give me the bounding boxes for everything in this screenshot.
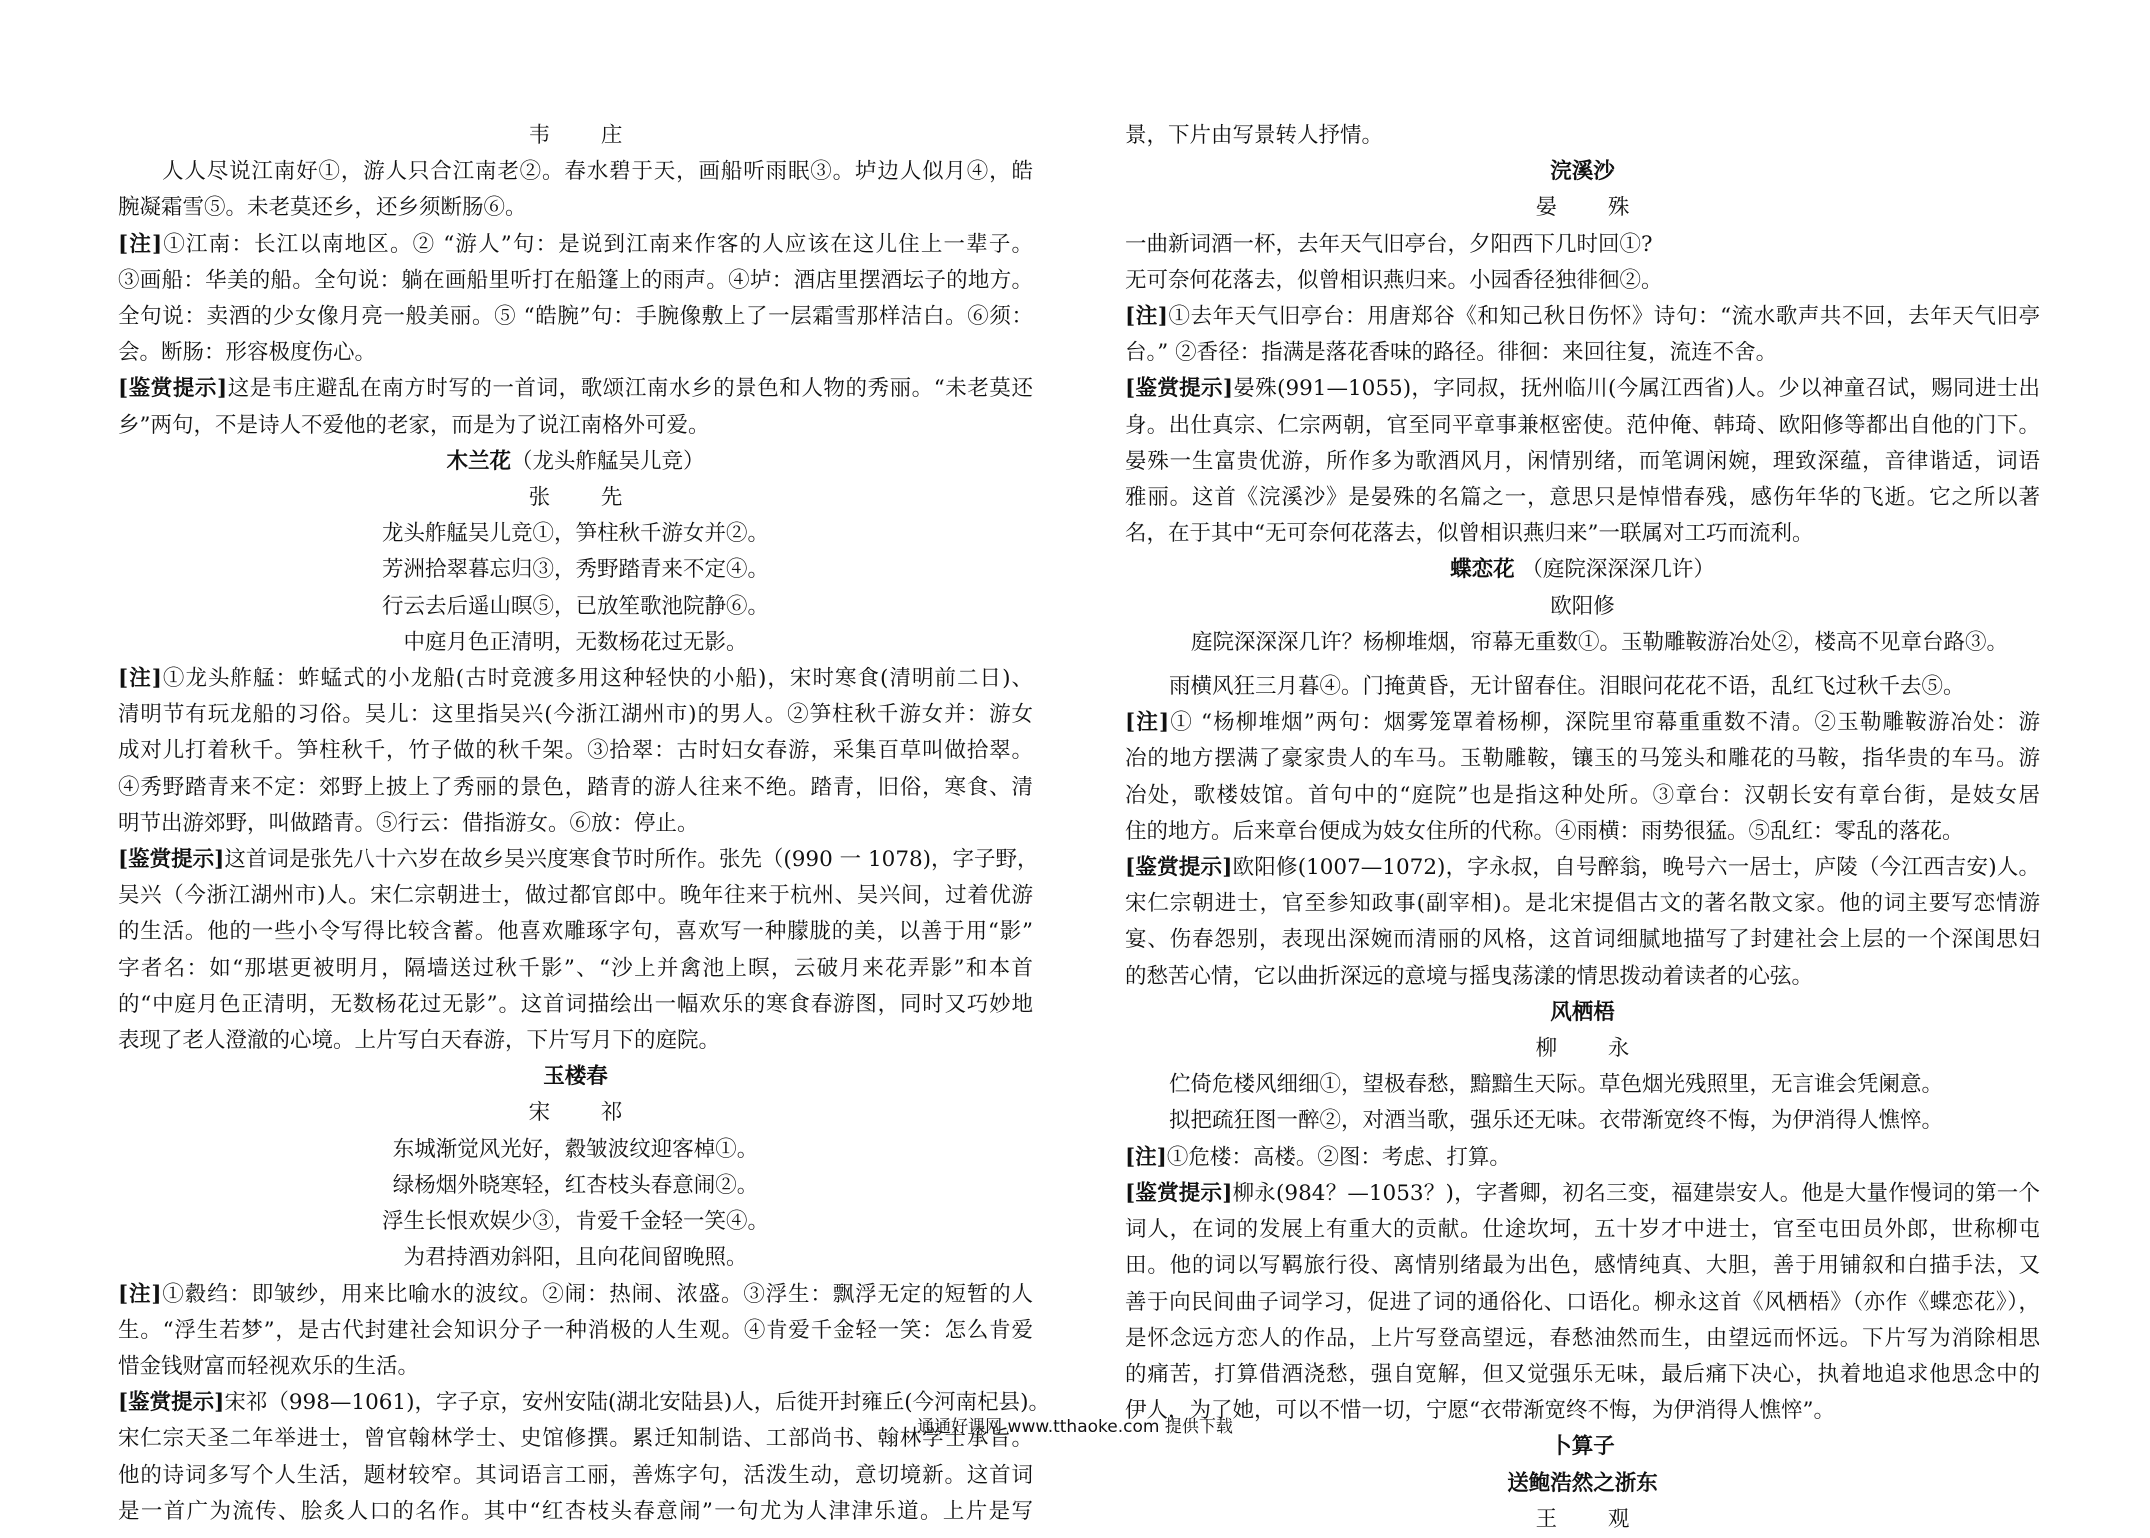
poem-title	[1125, 154, 2040, 190]
line-text: 善于向民间曲子词学习，促进了词的通俗化、口语化。柳永这首《风栖梧》（亦作《蝶恋花》），	[1125, 1289, 2040, 1315]
line-text: 王 观	[1535, 1506, 1652, 1532]
notes-label: [注]	[118, 666, 162, 692]
text-line	[118, 1240, 1033, 1276]
line-text: 冶的地方摆满了豪家贵人的车马。玉勒雕鞍，镶玉的马笼头和雕花的马鞍，指华贵的车马。游	[1125, 746, 2040, 772]
appreciation-label: [鉴赏提示]	[118, 847, 225, 873]
annotation-line	[118, 1277, 1033, 1313]
right-column	[1125, 118, 2040, 1538]
line-text: 晏殊一生富贵优游，所作多为歌酒风月，闲情别绪，而笔调闲婉，理致深蕴，音律谐适，词语	[1125, 448, 2040, 474]
line-text: 惜金钱财富而轻视欢乐的生活。	[118, 1353, 420, 1379]
line-text: 绿杨烟外晓寒轻，红杏枝头春意闹②。	[392, 1172, 759, 1198]
line-text: 雨横风狂三月暮④。门掩黄昏，无计留春住。泪眼问花花不语，乱红飞过秋千去⑤。	[1169, 674, 1965, 700]
line-text: ①江南：长江以南地区。② “游人”句：是说到江南来作客的人应该在这儿住上一辈子。	[162, 231, 1033, 257]
line-text: 为君持酒劝斜阳，且向花间留晚照。	[403, 1245, 748, 1271]
text-line	[118, 806, 1033, 842]
line-text: 冶处，歌楼妓馆。首句中的“庭院”也是指这种处所。③章台：汉朝长安有章台街，是妓女居	[1125, 782, 2040, 808]
line-text: 欧阳修(1007—1072)，字永叔，自号醉翁，晚号六一居士，庐陵（今江西吉安)人。	[1232, 855, 2040, 881]
line-text: ①危楼：高楼。②图：考虑、打算。	[1166, 1144, 1511, 1170]
text-line	[1125, 480, 2040, 516]
text-line	[1125, 741, 2040, 777]
line-text: 词人，在词的发展上有重大的贡献。仕途坎坷，五十岁才中进士，官至屯田员外郎，世称柳屯	[1125, 1217, 2040, 1243]
text-line	[118, 733, 1033, 769]
annotation-line	[1125, 850, 2040, 886]
line-text: 拟把疏狂图一醉②，对酒当歌，强乐还无味。衣带渐宽终不悔，为伊消得人憔悴。	[1169, 1108, 1944, 1134]
line-text: 晏殊(991—1055)，字同叔，抚州临川(今属江西省)人。少以神童召试，赐同进士出	[1233, 376, 2040, 402]
annotation-line	[118, 371, 1033, 407]
line-text: ③画船：华美的船。全句说：躺在画船里听打在船篷上的雨声。④垆：酒店里摆酒坛子的地方。	[118, 267, 1033, 293]
line-text: 宋 祁	[528, 1100, 645, 1126]
text-line	[1125, 118, 2040, 154]
text-line	[118, 987, 1033, 1023]
text-line	[1125, 669, 2040, 705]
poem-subtitle: （龙头舴艋吴儿竞）	[511, 448, 705, 474]
annotation-line	[118, 227, 1033, 263]
line-text: 这是韦庄避乱在南方时写的一首词，歌颂江南水乡的景色和人物的秀丽。“未老莫还	[227, 376, 1033, 402]
text-line	[1125, 335, 2040, 371]
line-text: 欧阳修	[1550, 593, 1615, 619]
poem-author	[118, 480, 1033, 516]
left-column	[118, 118, 1051, 1530]
poem-title	[118, 444, 1033, 480]
line-text: 龙头舴艋吴儿竞①，笋柱秋千游女并②。	[381, 521, 769, 547]
annotation-line	[1125, 299, 2040, 335]
poem-author	[1125, 1031, 2040, 1067]
line-text: 张 先	[528, 485, 645, 511]
poem-title	[1125, 1466, 2040, 1502]
line-text: 中庭月色正清明，无数杨花过无影。	[403, 629, 748, 655]
text-line	[1125, 814, 2040, 850]
text-line	[1125, 516, 2040, 552]
text-line	[118, 263, 1033, 299]
notes-label: [注]	[1125, 304, 1168, 330]
line-text: 伫倚危楼风细细①，望极春愁，黯黯生天际。草色烟光残照里，无言谁会凭阑意。	[1169, 1072, 1944, 1098]
annotation-line	[1125, 705, 2040, 741]
line-text: 生。“浮生若梦”，是古代封建社会知识分子一种消极的人生观。④肯爱千金轻一笑：怎么肯爱	[118, 1317, 1033, 1343]
appreciation-label: [鉴赏提示]	[118, 376, 228, 402]
line-text: ④秀野踏青来不定：郊野上披上了秀丽的景色，踏青的游人往来不绝。踏青，旧俗，寒食、清	[118, 774, 1033, 800]
line-text: 韦 庄	[528, 123, 645, 148]
text-line	[1125, 1212, 2040, 1248]
text-line	[118, 299, 1033, 335]
text-line	[1125, 886, 2040, 922]
text-line	[118, 625, 1033, 661]
text-line	[118, 154, 1033, 190]
poem-title-text: 玉楼春	[543, 1064, 608, 1090]
line-text: 是怀念远方恋人的作品，上片写登高望远，春愁油然而生，由望远而怀远。下片写为消除相思	[1125, 1325, 2040, 1351]
line-text: 雅丽。这首《浣溪沙》是晏殊的名篇之一，意思只是悼惜春残，感伤年华的飞逝。它之所以著	[1125, 485, 2040, 511]
appreciation-label: [鉴赏提示]	[1125, 1180, 1233, 1206]
annotation-line	[118, 842, 1039, 878]
text-line	[1125, 1248, 2040, 1284]
line-text: 芳洲拾翠暮忘归③，秀野踏青来不定④。	[381, 557, 769, 583]
line-text: 住的地方。后来章台便成为妓女住所的代称。④雨横：雨势很猛。⑤乱红：零乱的落花。	[1125, 818, 1964, 844]
text-line	[118, 1349, 1033, 1385]
text-line	[1125, 1321, 2040, 1357]
line-text: ①縠绉：即皱纱，用来比喻水的波纹。②闹：热闹、浓盛。③浮生：飘浮无定的短暂的人	[161, 1281, 1033, 1307]
text-line	[118, 697, 1033, 733]
line-text: 乡”两句，不是诗人不爱他的老家，而是为了说江南格外可爱。	[118, 412, 710, 438]
line-text: 全句说：卖酒的少女像月亮一般美丽。⑤ “皓腕”句：手腕像敷上了一层霜雪那样洁白。⑥须：	[118, 304, 1033, 330]
text-line	[1125, 589, 2040, 625]
line-text: 庭院深深深几许？杨柳堆烟，帘幕无重数①。玉勒雕鞍游冶处②，楼高不见章台路③。	[1191, 629, 2009, 655]
text-line	[118, 408, 1033, 444]
line-text: 的生活。他的一些小令写得比较含蓄。他喜欢雕琢字句，喜欢写一种朦胧的美，以善于用“影”	[118, 919, 1033, 945]
text-line	[1125, 625, 2040, 661]
poem-author	[118, 1095, 1033, 1131]
line-text: 行云去后遥山暝⑤，已放笙歌池院静⑥。	[381, 593, 769, 619]
poem-title	[1125, 552, 2040, 588]
text-line	[1125, 1067, 2040, 1103]
line-text: 晏 殊	[1535, 195, 1652, 221]
line-text: 字者名：如“那堪更被明月，隔墙送过秋千影”、“沙上并禽池上暝，云破月来花弄影”和本首	[118, 955, 1033, 981]
text-line	[1125, 227, 2040, 263]
text-line	[1125, 444, 2040, 480]
line-text: 无可奈何花落去，似曾相识燕归来。小园香径独徘徊②。	[1125, 267, 1663, 293]
text-line	[1125, 263, 2040, 299]
text-line	[1125, 959, 2040, 995]
line-text: 宋祁（998—1061)，字子京，安州安陆(湖北安陆县)人，后徙开封雍丘(今河南杞县)。	[224, 1390, 1051, 1416]
appreciation-label: [鉴赏提示]	[1125, 376, 1234, 402]
text-line	[118, 1494, 1033, 1530]
text-line	[118, 770, 1033, 806]
line-text: 成对儿打着秋千。笋柱秋千，竹子做的秋千架。③拾翠：古时妇女春游，采集百草叫做拾翠。	[118, 738, 1033, 764]
poem-author	[1125, 190, 2040, 226]
line-text: 浮生长恨欢娱少③，肯爱千金轻一笑④。	[381, 1209, 769, 1235]
text-line	[1125, 1357, 2040, 1393]
poem-subtitle: （庭院深深深几许）	[1514, 557, 1715, 583]
text-line	[1125, 1285, 2040, 1321]
text-line	[1125, 922, 2040, 958]
appreciation-label: [鉴赏提示]	[1125, 855, 1233, 881]
line-text: 名，在于其中“无可奈何花落去，似曾相识燕归来”一联属对工巧而流利。	[1125, 521, 1814, 547]
text-line	[118, 1204, 1033, 1240]
text-line	[118, 914, 1033, 950]
line-text: 的“中庭月色正清明，无数杨花过无影”。这首词描绘出一幅欢乐的寒食春游图，同时又巧妙地	[118, 991, 1033, 1017]
line-text: 吴兴（今浙江湖州市)人。宋仁宗朝进士，做过都官郎中。晚年往来于杭州、吴兴间，过着优游	[118, 883, 1033, 909]
line-text: 会。断肠：形容极度伤心。	[118, 340, 377, 366]
page-footer: 通通好课网 www.tthaoke.com 提供下载	[917, 1417, 1233, 1437]
text-line	[118, 878, 1033, 914]
line-text: 的痛苦，打算借酒浇愁，强自宽解，但又觉强乐无味，最后痛下决心，执着地追求他思念中的	[1125, 1361, 2040, 1387]
annotation-line	[1125, 1140, 2040, 1176]
text-line	[118, 951, 1033, 987]
poem-title	[1125, 995, 2040, 1031]
poem-title	[118, 1059, 1033, 1095]
line-text: 清明节有玩龙船的习俗。吴儿：这里指吴兴(今浙江湖州市)的男人。②笋柱秋千游女并：游女	[118, 702, 1033, 728]
poem-title-text: 木兰花	[446, 448, 511, 474]
text-line	[118, 516, 1033, 552]
annotation-line	[1125, 1176, 2040, 1212]
line-text: 宋仁宗天圣二年举进士，曾官翰林学士、史馆修撰。累迁知制诰、工部尚书、翰林学士承旨。	[118, 1426, 1033, 1452]
text-line	[1125, 778, 2040, 814]
text-line	[118, 552, 1033, 588]
annotation-line	[1125, 371, 2040, 407]
line-text: 身。出仕真宗、仁宗两朝，官至同平章事兼枢密使。范仲俺、韩琦、欧阳修等都出自他的门下。	[1125, 412, 2040, 438]
line-text: ① “杨柳堆烟”两句：烟雾笼罩着杨柳，深院里帘幕重重数不清。②玉勒雕鞍游冶处：游	[1169, 710, 2040, 736]
line-text: 伊人，为了她，可以不惜一切，宁愿“衣带渐宽终不悔，为伊消得人憔悴”。	[1125, 1398, 1835, 1424]
line-text: 宋仁宗朝进士，官至参知政事(副宰相)。是北宋提倡古文的著名散文家。他的词主要写恋情游	[1125, 891, 2040, 917]
line-text: 东城渐觉风光好，縠皱波纹迎客棹①。	[392, 1136, 759, 1162]
text-line	[118, 1023, 1033, 1059]
line-text: 一曲新词酒一杯，去年天气旧亭台，夕阳西下几时回①?	[1125, 231, 1653, 257]
line-text: 柳永(984？—1053？)，字耆卿，初名三变，福建崇安人。他是大量作慢词的第一个	[1232, 1180, 2040, 1206]
spacer	[1125, 661, 2040, 669]
notes-label: [注]	[1125, 710, 1170, 736]
line-text: 台。” ②香径：指满是落花香味的路径。徘徊：来回往复，流连不舍。	[1125, 340, 1778, 366]
line-text: 腕凝霜雪⑤。未老莫还乡，还乡须断肠⑥。	[118, 195, 527, 221]
line-text: 他的诗词多写个人生活，题材较窄。其词语言工丽，善炼字句，活泼生动，意切境新。这首词	[118, 1462, 1033, 1488]
line-text: 田。他的词以写羁旅行役、离情别绪最为出色，感情纯真、大胆，善于用铺叙和白描手法，又	[1125, 1253, 2040, 1279]
text-line	[1125, 408, 2040, 444]
poem-title-text: 卜算子	[1550, 1434, 1615, 1460]
line-text: ①龙头舴艋：蚱蜢式的小龙船(古时竞渡多用这种轻快的小船)，宋时寒食(清明前二日)、	[161, 666, 1033, 692]
annotation-line	[118, 661, 1033, 697]
line-text: 柳 永	[1535, 1036, 1652, 1062]
text-line	[118, 589, 1033, 625]
appreciation-label: [鉴赏提示]	[118, 1390, 225, 1416]
line-text: ①去年天气旧亭台：用唐郑谷《和知己秋日伤怀》诗句：“流水歌声共不回，去年天气旧亭	[1167, 304, 2040, 330]
line-text: 这首词是张先八十六岁在故乡吴兴度寒食节时所作。张先（(990 一 1078)，字子野，	[224, 847, 1039, 873]
poem-author	[1125, 1502, 2040, 1538]
poem-title-text: 蝶恋花	[1450, 557, 1515, 583]
notes-label: [注]	[1125, 1144, 1167, 1170]
line-text: 明节出游郊野，叫做踏青。⑤行云：借指游女。⑥放：停止。	[118, 810, 699, 836]
notes-label: [注]	[118, 1281, 162, 1307]
poem-title-text: 风栖梧	[1550, 999, 1615, 1025]
poem-title-text: 浣溪沙	[1550, 159, 1615, 185]
text-line	[118, 1132, 1033, 1168]
poem-author	[118, 118, 1033, 154]
text-line	[118, 1313, 1033, 1349]
line-text: 宴、伤春怨别，表现出深婉而清丽的风格，这首词细腻地描写了封建社会上层的一个深闺思妇	[1125, 927, 2040, 953]
line-text: 是一首广为流传、脍炙人口的名作。其中“红杏枝头春意闹”一句尤为人津津乐道。上片是写	[118, 1498, 1033, 1524]
poem-title-text: 送鲍浩然之浙东	[1507, 1470, 1658, 1496]
text-line	[118, 190, 1033, 226]
line-text: 表现了老人澄澈的心境。上片写白天春游，下片写月下的庭院。	[118, 1028, 721, 1054]
text-line	[118, 1168, 1033, 1204]
text-line	[118, 335, 1033, 371]
line-text: 的愁苦心情，它以曲折深远的意境与摇曳荡漾的情思拨动着读者的心弦。	[1125, 963, 1814, 989]
line-text: 人人尽说江南好①，游人只合江南老②。春水碧于天，画船听雨眠③。垆边人似月④，皓	[162, 159, 1033, 185]
line-text: 景，下片由写景转人抒情。	[1125, 123, 1384, 148]
text-line	[118, 1458, 1033, 1494]
notes-label: [注]	[118, 231, 163, 257]
text-line	[1125, 1103, 2040, 1139]
